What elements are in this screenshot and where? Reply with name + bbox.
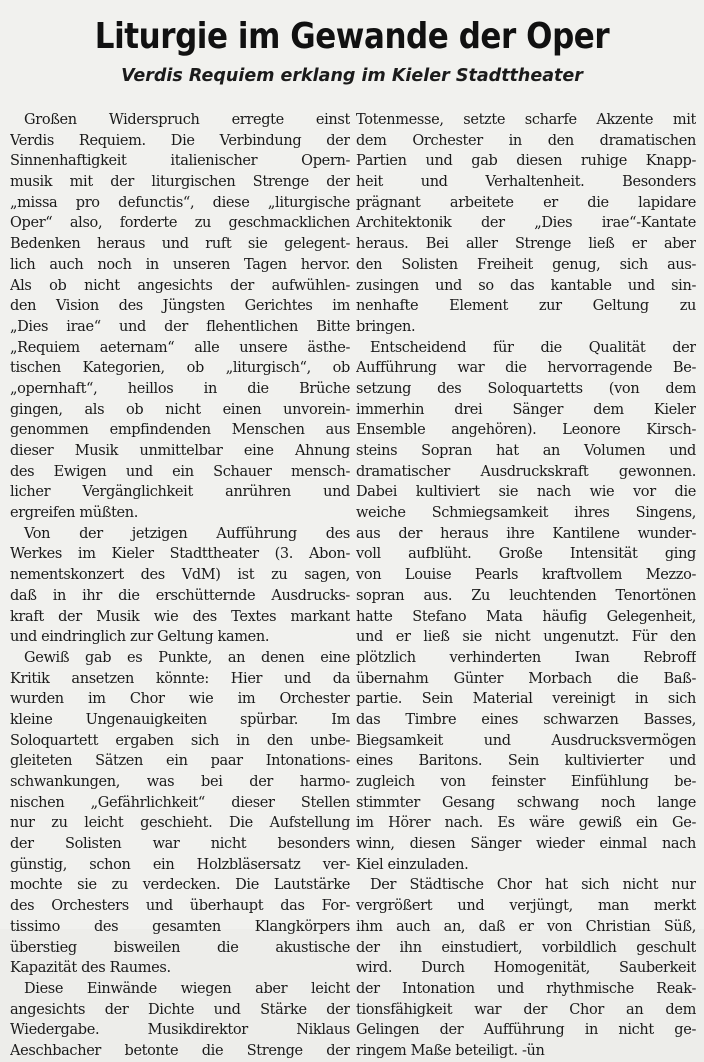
article-text-line: des Orchesters und überhaupt das For- xyxy=(10,898,350,915)
article-text-line: Sinnenhaftigkeit italienischer Opern- xyxy=(10,153,350,170)
article-text-line: Gelingen der Aufführung in nicht ge- xyxy=(356,1022,696,1039)
article-text-line: des Ewigen und ein Schauer mensch- xyxy=(10,463,350,480)
article-text-line: gingen, als ob nicht einen unvorein- xyxy=(10,401,350,418)
article-text-line: tissimo des gesamten Klangkörpers xyxy=(10,918,350,935)
article-text-line: kraft der Musik wie des Textes markant xyxy=(10,608,350,625)
article-text-line: Ensemble angehören). Leonore Kirsch- xyxy=(356,422,696,439)
article-text-line: gleiteten Sätzen ein paar Intonations- xyxy=(10,753,350,770)
article-text-line: der Intonation und rhythmische Reak- xyxy=(356,980,696,997)
article-text-line: „Dies irae“ und der flehentlichen Bitte xyxy=(10,318,350,335)
article-text-line: bringen. xyxy=(356,318,416,335)
article-text-line: ringem Maße beteiligt. -ün xyxy=(356,1042,545,1059)
article-text-line: sopran aus. Zu leuchtenden Tenortönen xyxy=(356,587,696,604)
article-text-line: licher Vergänglichkeit anrühren und xyxy=(10,484,350,501)
article-text-line: immerhin drei Sänger dem Kieler xyxy=(356,401,696,418)
article-column-left xyxy=(10,110,350,1062)
article-text-line: kleine Ungenauigkeiten spürbar. Im xyxy=(10,711,350,728)
article-text-line: der Solisten war nicht besonders xyxy=(10,836,350,853)
article-text-line: Kapazität des Raumes. xyxy=(10,960,171,977)
article-text-line: Großen Widerspruch erregte einst xyxy=(24,112,350,128)
article-text-line: nur zu leicht geschieht. Die Aufstellung xyxy=(10,815,350,832)
article-text-line: günstig, schon ein Holzbläsersatz ver- xyxy=(10,856,350,873)
article-text-line: den Vision des Jüngsten Gerichtes im xyxy=(10,298,350,315)
article-text-line: eines Baritons. Sein kultivierter und xyxy=(356,753,696,770)
article-text-line: Diese Einwände wiegen aber leicht xyxy=(24,980,350,997)
article-text-line: nementskonzert des VdM) ist zu sagen, xyxy=(10,567,350,584)
article-text-line: setzung des Soloquartetts (von dem xyxy=(356,380,696,397)
article-text-line: dramatischer Ausdruckskraft gewonnen. xyxy=(356,463,696,480)
article-text-line: „opernhaft“, heillos in die Brüche xyxy=(10,380,350,397)
article-text-line: Oper“ also, forderte zu geschmacklichen xyxy=(10,215,350,232)
subheadline: Verdis Requiem erklang im Kieler Stadttheater xyxy=(121,66,583,86)
article-text-line: ergreifen müßten. xyxy=(10,505,139,522)
article-text-line: prägnant arbeitete er die lapidare xyxy=(356,194,696,211)
article-text-line: Aufführung war die hervorragende Be- xyxy=(356,360,696,377)
article-text-line: im Hörer nach. Es wäre gewiß ein Ge- xyxy=(356,815,696,832)
article-text-line: musik mit der liturgischen Strenge der xyxy=(10,174,350,191)
article-text-line: wird. Durch Homogenität, Sauberkeit xyxy=(356,960,696,977)
article-text-line: Biegsamkeit und Ausdrucksvermögen xyxy=(356,732,696,749)
article-text-line: den Solisten Freiheit genug, sich aus- xyxy=(356,256,696,273)
article-text-line: Kiel einzuladen. xyxy=(356,856,469,873)
article-text-line: überstieg bisweilen die akustische xyxy=(10,939,350,956)
article-text-line: genommen empfindenden Menschen aus xyxy=(10,422,350,439)
article-text-line: lich auch noch in unseren Tagen hervor. xyxy=(10,256,350,273)
article-text-line: steins Sopran hat an Volumen und xyxy=(356,443,696,459)
article-text-line: weiche Schmiegsamkeit ihres Singens, xyxy=(356,505,696,522)
article-text-line: Als ob nicht angesichts der aufwühlen- xyxy=(10,277,350,294)
article-text-line: heraus. Bei aller Strenge ließ er aber xyxy=(356,236,696,253)
article-text-line: plötzlich verhinderten Iwan Rebroff xyxy=(356,649,696,666)
article-text-line: dem Orchester in den dramatischen xyxy=(356,132,696,149)
article-text-line: Totenmesse, setzte scharfe Akzente mit xyxy=(356,112,696,128)
article-text-line: zugleich von feinster Einfühlung be- xyxy=(356,774,696,790)
article-text-line: voll aufblüht. Große Intensität ging xyxy=(356,546,696,563)
article-text-line: nenhafte Element zur Geltung zu xyxy=(356,298,696,315)
article-text-line: nischen „Gefährlichkeit“ dieser Stellen xyxy=(10,794,350,811)
article-text-line: und eindringlich zur Geltung kamen. xyxy=(10,629,270,646)
article-text-line: Der Städtische Chor hat sich nicht nur xyxy=(370,877,696,894)
article-text-line: Gewiß gab es Punkte, an denen eine xyxy=(24,649,350,666)
article-text-line: aus der heraus ihre Kantilene wunder- xyxy=(356,525,696,542)
article-text-line: von Louise Pearls kraftvollem Mezzo- xyxy=(356,567,696,584)
article-text-line: vergrößert und verjüngt, man merkt xyxy=(356,898,696,915)
article-column-right xyxy=(356,110,696,1062)
article-text-line: und er ließ sie nicht ungenutzt. Für den xyxy=(356,629,696,646)
article-text-line: partie. Sein Material vereinigt in sich xyxy=(356,691,696,708)
article-text-line: stimmter Gesang schwang noch lange xyxy=(356,794,696,811)
article-text-line: „missa pro defunctis“, diese „liturgische xyxy=(10,194,350,211)
article-text-line: winn, diesen Sänger wieder einmal nach xyxy=(356,836,696,853)
article-text-line: Verdis Requiem. Die Verbindung der xyxy=(10,132,350,149)
article-text-line: Partien und gab diesen ruhige Knapp- xyxy=(356,153,696,170)
article-text-line: dieser Musik unmittelbar eine Ahnung xyxy=(10,443,350,459)
article-text-line: ihm auch an, daß er von Christian Süß, xyxy=(356,918,696,935)
article-text-line: schwankungen, was bei der harmo- xyxy=(10,774,350,790)
article-text-line: „Requiem aeternam“ alle unsere ästhe- xyxy=(10,339,350,356)
article-text-line: Dabei kultiviert sie nach wie vor die xyxy=(356,484,696,501)
article-text-line: der ihn einstudiert, vorbildlich geschult xyxy=(356,939,696,956)
headline: Liturgie im Gewande der Oper xyxy=(94,16,610,57)
article-text-line: daß in ihr die erschütternde Ausdrucks- xyxy=(10,587,350,604)
article-text-line: Aeschbacher betonte die Strenge der xyxy=(10,1042,350,1059)
article-text-line: angesichts der Dichte und Stärke der xyxy=(10,1001,350,1018)
article-text-line: Bedenken heraus und ruft sie gelegent- xyxy=(10,236,350,253)
article-text-line: Kritik ansetzen könnte: Hier und da xyxy=(10,670,350,687)
article-text-line: mochte sie zu verdecken. Die Lautstärke xyxy=(10,877,350,894)
article-text-line: Soloquartett ergaben sich in den unbe- xyxy=(10,732,350,749)
article-text-line: Werkes im Kieler Stadttheater (3. Abon- xyxy=(10,546,350,563)
article-text-line: übernahm Günter Morbach die Baß- xyxy=(356,670,696,687)
article-text-line: tionsfähigkeit war der Chor an dem xyxy=(356,1001,696,1018)
article-text-line: Wiedergabe. Musikdirektor Niklaus xyxy=(10,1022,350,1039)
article-text-line: Entscheidend für die Qualität der xyxy=(370,339,696,356)
article-text-line: wurden im Chor wie im Orchester xyxy=(10,691,350,708)
article-text-line: das Timbre eines schwarzen Basses, xyxy=(356,711,696,728)
article-text-line: Architektonik der „Dies irae“-Kantate xyxy=(356,215,696,232)
article-text-line: zusingen und so das kantable und sin- xyxy=(356,277,696,294)
article-text-line: heit und Verhaltenheit. Besonders xyxy=(356,174,696,191)
article-text-line: hatte Stefano Mata häufig Gelegenheit, xyxy=(356,608,696,625)
article-text-line: Von der jetzigen Aufführung des xyxy=(24,525,350,542)
article-text-line: tischen Kategorien, ob „liturgisch“, ob xyxy=(10,360,350,377)
